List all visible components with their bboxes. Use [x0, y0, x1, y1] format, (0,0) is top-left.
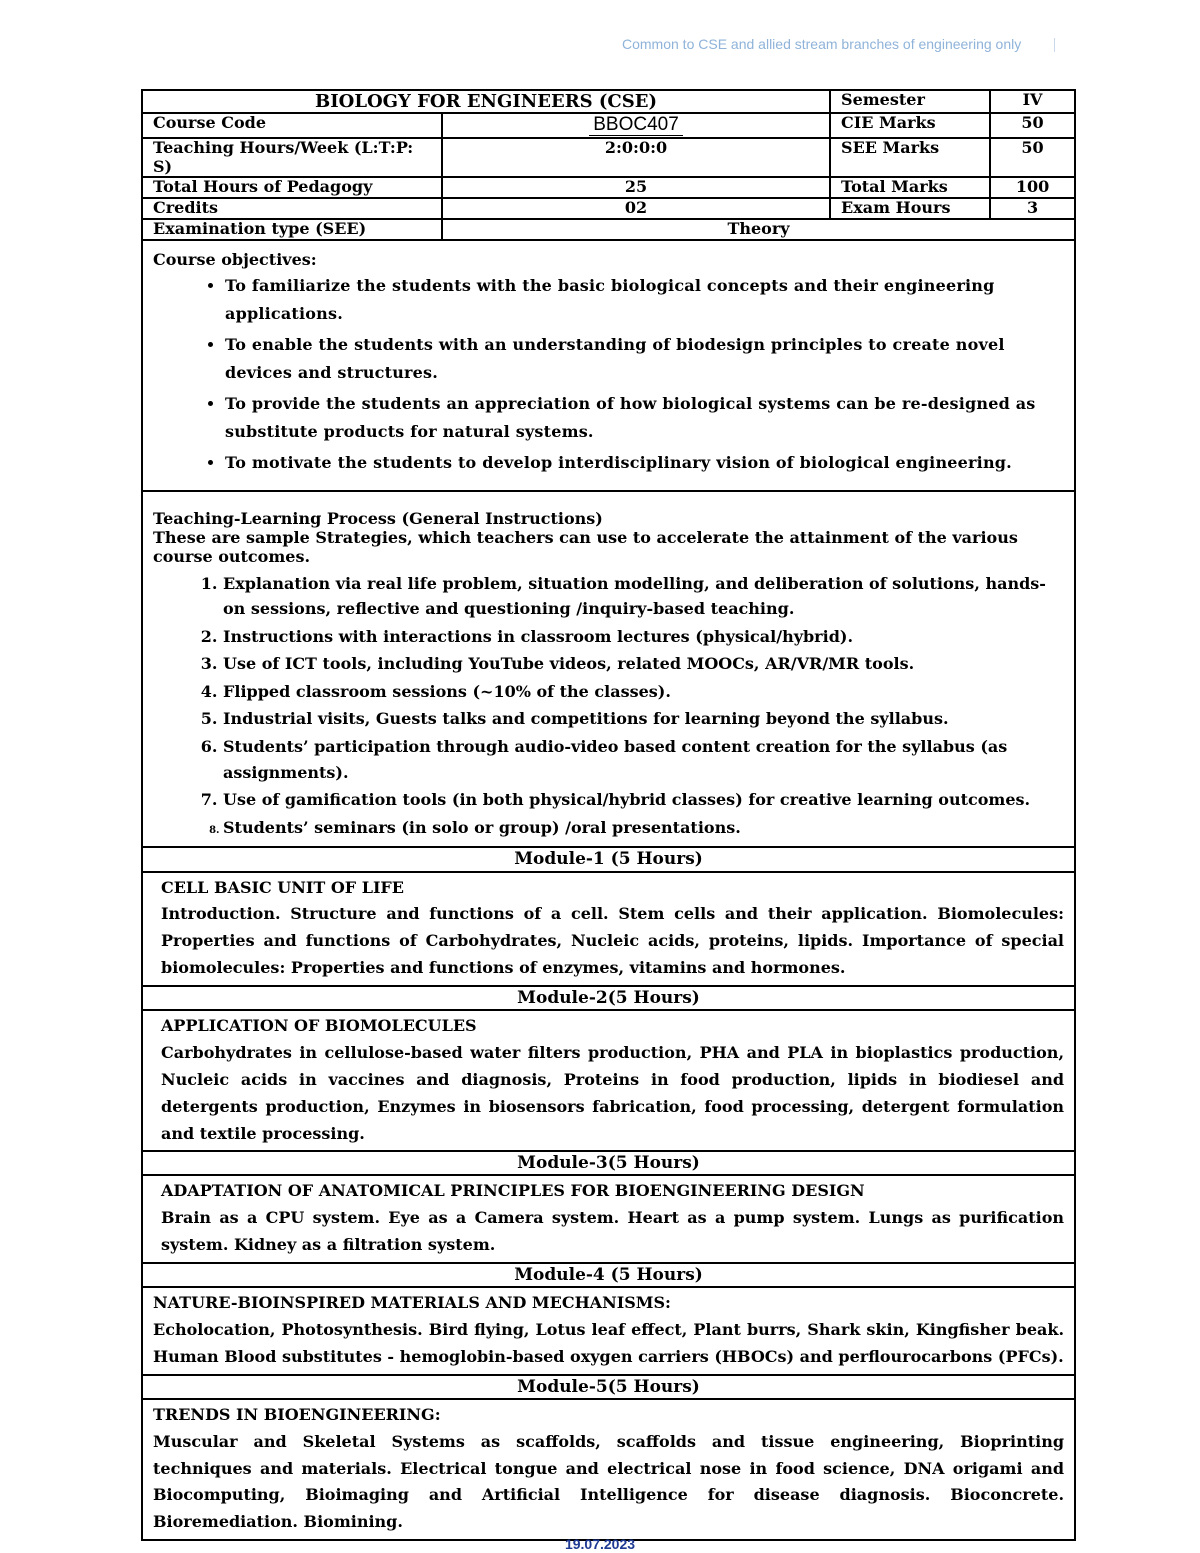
total-marks-label: Total Marks — [830, 177, 990, 198]
module-1-body: Introduction. Structure and functions of a cell. Stem cells and their application. Biomolecules: Properties and functions of Carbohydrates, Nucleic acids, proteins, lipids. Importance of special biomolecules: Properties and functions of enzymes, vitamins and hormones. — [161, 904, 1065, 978]
credits-row — [142, 198, 1075, 219]
course-objectives — [142, 240, 1075, 491]
exam-type-label: Examination type (SEE) — [142, 219, 442, 240]
module-4-content — [142, 1287, 1075, 1375]
pedagogy-label: Total Hours of Pedagogy — [142, 177, 442, 198]
tlp-item: 7. Use of gamification tools (in both physical/hybrid classes) for creative learning outcomes. — [223, 787, 1064, 813]
tlp-item: 6. Students’ participation through audio-video based content creation for the syllabus (as assignments). — [223, 734, 1064, 785]
objective-item: • To provide the students an appreciation of how biological systems can be re-designed as substitute products for natural systems. — [225, 390, 1064, 446]
tlp-item: 4. Flipped classroom sessions (~10% of the classes). — [223, 679, 1064, 705]
objective-item: • To familiarize the students with the basic biological concepts and their engineering applications. — [225, 272, 1064, 328]
module-3-title: ADAPTATION OF ANATOMICAL PRINCIPLES FOR BIOENGINEERING DESIGN — [161, 1181, 865, 1201]
module-3-body: Brain as a CPU system. Eye as a Camera system. Heart as a pump system. Lungs as purification system. Kidney as a filtration system. — [161, 1208, 1065, 1255]
teaching-hours-label: Teaching Hours/Week (L:T:P: S) — [142, 138, 442, 178]
see-marks-value: 50 — [990, 138, 1075, 178]
cie-marks-value: 50 — [990, 113, 1075, 137]
module-1-heading: Module-1 (5 Hours) — [142, 847, 1075, 871]
tlp-heading: Teaching-Learning Process (General Instructions) — [153, 508, 603, 528]
module-3-content — [142, 1175, 1075, 1263]
objectives-row — [142, 240, 1075, 491]
semester-value: IV — [990, 90, 1075, 113]
teaching-hours-row — [142, 138, 1075, 178]
module-2-title: APPLICATION OF BIOMOLECULES — [161, 1016, 477, 1036]
objective-item: • To enable the students with an understanding of biodesign principles to create novel devices and structures. — [225, 331, 1064, 387]
module-2-body: Carbohydrates in cellulose-based water filters production, PHA and PLA in bioplastics production, Nucleic acids in vaccines and diagnosis, Proteins in food production, lipids in biodiesel and detergents production, Enzymes in biosensors fabrication, food processing, detergent formulation and textile processing. — [161, 1042, 1065, 1143]
module-4-body: Echolocation, Photosynthesis. Bird flying, Lotus leaf effect, Plant burrs, Shark skin, Kingfisher beak. Human Blood substitutes - hemoglobin-based oxygen carriers (HBOCs) and perflourocarbons (PFCs). — [153, 1320, 1065, 1366]
credits-label: Credits — [142, 198, 442, 219]
module-4-title: NATURE-BIOINSPIRED MATERIALS AND MECHANISMS: — [153, 1293, 671, 1313]
objective-item: • To motivate the students to develop interdisciplinary vision of biological engineering. — [225, 449, 1064, 477]
tlp-intro: These are sample Strategies, which teachers can use to accelerate the attainment of the various course outcomes. — [153, 527, 1018, 566]
module-2-content — [142, 1010, 1075, 1151]
exam-type-value: Theory — [442, 219, 1075, 240]
objectives-heading: Course objectives: — [153, 250, 317, 270]
tlp-row — [142, 491, 1075, 848]
see-marks-label: SEE Marks — [830, 138, 990, 178]
tlp-item: 2. Instructions with interactions in classroom lectures (physical/hybrid). — [223, 624, 1064, 650]
module-4-heading: Module-4 (5 Hours) — [142, 1263, 1075, 1287]
tlp-item: 8. Students’ seminars (in solo or group) /oral presentations. — [223, 815, 1064, 841]
objectives-list — [153, 272, 1064, 477]
footer-date: 19.07.2023 — [564, 1536, 636, 1552]
course-code-row — [142, 113, 1075, 137]
module-3-heading: Module-3(5 Hours) — [142, 1151, 1075, 1175]
module-1-content — [142, 872, 1075, 987]
pedagogy-row — [142, 177, 1075, 198]
teaching-hours-value: 2:0:0:0 — [442, 138, 830, 178]
header-note: Common to CSE and allied stream branches of engineering only — [622, 36, 1022, 52]
tlp-item: 5. Industrial visits, Guests talks and competitions for learning beyond the syllabus. — [223, 706, 1064, 732]
course-code-label: Course Code — [142, 113, 442, 137]
teaching-learning-process — [142, 491, 1075, 848]
credits-value: 02 — [442, 198, 830, 219]
module-2-heading: Module-2(5 Hours) — [142, 986, 1075, 1010]
module-5-heading: Module-5(5 Hours) — [142, 1375, 1075, 1399]
total-marks-value: 100 — [990, 177, 1075, 198]
title-row — [142, 90, 1075, 113]
pedagogy-value: 25 — [442, 177, 830, 198]
course-code-value: BBOC407 — [589, 114, 683, 136]
header-divider — [1054, 38, 1055, 52]
course-title: BIOLOGY FOR ENGINEERS (CSE) — [142, 90, 830, 113]
syllabus-table — [141, 89, 1076, 1541]
exam-type-row — [142, 219, 1075, 240]
tlp-item: 1. Explanation via real life problem, situation modelling, and deliberation of solutions, hands-on sessions, reflective and questioning /inquiry-based teaching. — [223, 571, 1064, 622]
exam-hours-label: Exam Hours — [830, 198, 990, 219]
semester-label: Semester — [830, 90, 990, 113]
course-code-cell — [442, 113, 830, 137]
module-1-title: CELL BASIC UNIT OF LIFE — [161, 877, 404, 897]
module-5-body: Muscular and Skeletal Systems as scaffolds, scaffolds and tissue engineering, Bioprinting techniques and materials. Electrical tongue and electrical nose in food science, DNA origami and Biocomputing, Bioimaging and Artificial Intelligence for disease diagnosis. Bioconcrete. Bioremediation. Biomining. — [153, 1431, 1065, 1532]
cie-marks-label: CIE Marks — [830, 113, 990, 137]
module-5-content — [142, 1399, 1075, 1540]
tlp-list — [153, 571, 1064, 841]
exam-hours-value: 3 — [990, 198, 1075, 219]
module-5-title: TRENDS IN BIOENGINEERING: — [153, 1404, 441, 1424]
tlp-item: 3. Use of ICT tools, including YouTube videos, related MOOCs, AR/VR/MR tools. — [223, 651, 1064, 677]
